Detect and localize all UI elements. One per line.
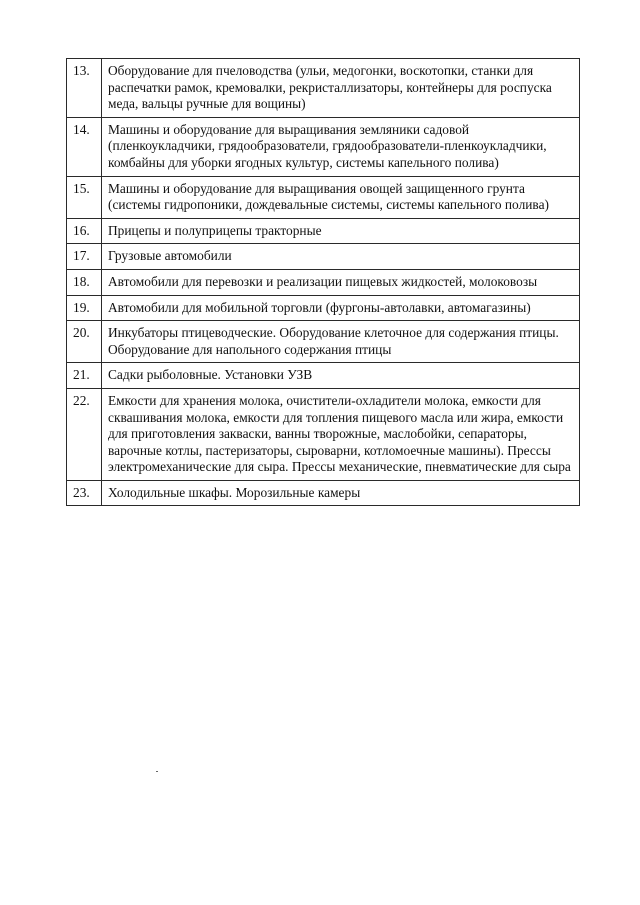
row-number: 13. — [67, 59, 102, 118]
table-row — [67, 117, 580, 176]
row-number: 16. — [67, 218, 102, 244]
row-number: 17. — [67, 244, 102, 270]
row-description: Инкубаторы птицеводческие. Оборудование клеточное для содержания птицы. Оборудование для напольного содержания птицы — [102, 321, 580, 363]
row-description: Грузовые автомобили — [102, 244, 580, 270]
table-row — [67, 480, 580, 506]
row-number: 23. — [67, 480, 102, 506]
row-number: 18. — [67, 269, 102, 295]
scan-speck — [156, 771, 158, 772]
table-row — [67, 321, 580, 363]
table-row — [67, 59, 580, 118]
row-description: Емкости для хранения молока, очистители-охладители молока, емкости для сквашивания молока, емкости для топления пищевого масла или жира, емкости для приготовления закваски, ванны творожные, маслобойки, сепараторы, варочные котлы, пастеризаторы, сыроварни, котломоечные машины). Прессы электромеханические для сыра. Прессы механические, пневматические для сыра — [102, 388, 580, 480]
row-description: Садки рыболовные. Установки УЗВ — [102, 363, 580, 389]
row-description: Машины и оборудование для выращивания земляники садовой (пленкоукладчики, грядообразователи, грядообразователи-пленкоукладчики, комбайны для уборки ягодных культур, системы капельного полива) — [102, 117, 580, 176]
row-number: 22. — [67, 388, 102, 480]
row-description: Оборудование для пчеловодства (ульи, медогонки, воскотопки, станки для распечатки рамок, кремовалки, рекристаллизаторы, контейнеры для роспуска меда, вальцы ручные для вощины) — [102, 59, 580, 118]
row-number: 21. — [67, 363, 102, 389]
row-description: Автомобили для перевозки и реализации пищевых жидкостей, молоковозы — [102, 269, 580, 295]
row-description: Прицепы и полуприцепы тракторные — [102, 218, 580, 244]
equipment-table — [66, 58, 580, 506]
row-description: Автомобили для мобильной торговли (фургоны-автолавки, автомагазины) — [102, 295, 580, 321]
table-row — [67, 363, 580, 389]
table-row — [67, 388, 580, 480]
table-row — [67, 218, 580, 244]
table-row — [67, 269, 580, 295]
table-row — [67, 295, 580, 321]
table-row — [67, 176, 580, 218]
row-number: 19. — [67, 295, 102, 321]
row-description: Холодильные шкафы. Морозильные камеры — [102, 480, 580, 506]
row-number: 20. — [67, 321, 102, 363]
row-description: Машины и оборудование для выращивания овощей защищенного грунта (системы гидропоники, дождевальные системы, системы капельного полива) — [102, 176, 580, 218]
row-number: 14. — [67, 117, 102, 176]
row-number: 15. — [67, 176, 102, 218]
table-row — [67, 244, 580, 270]
